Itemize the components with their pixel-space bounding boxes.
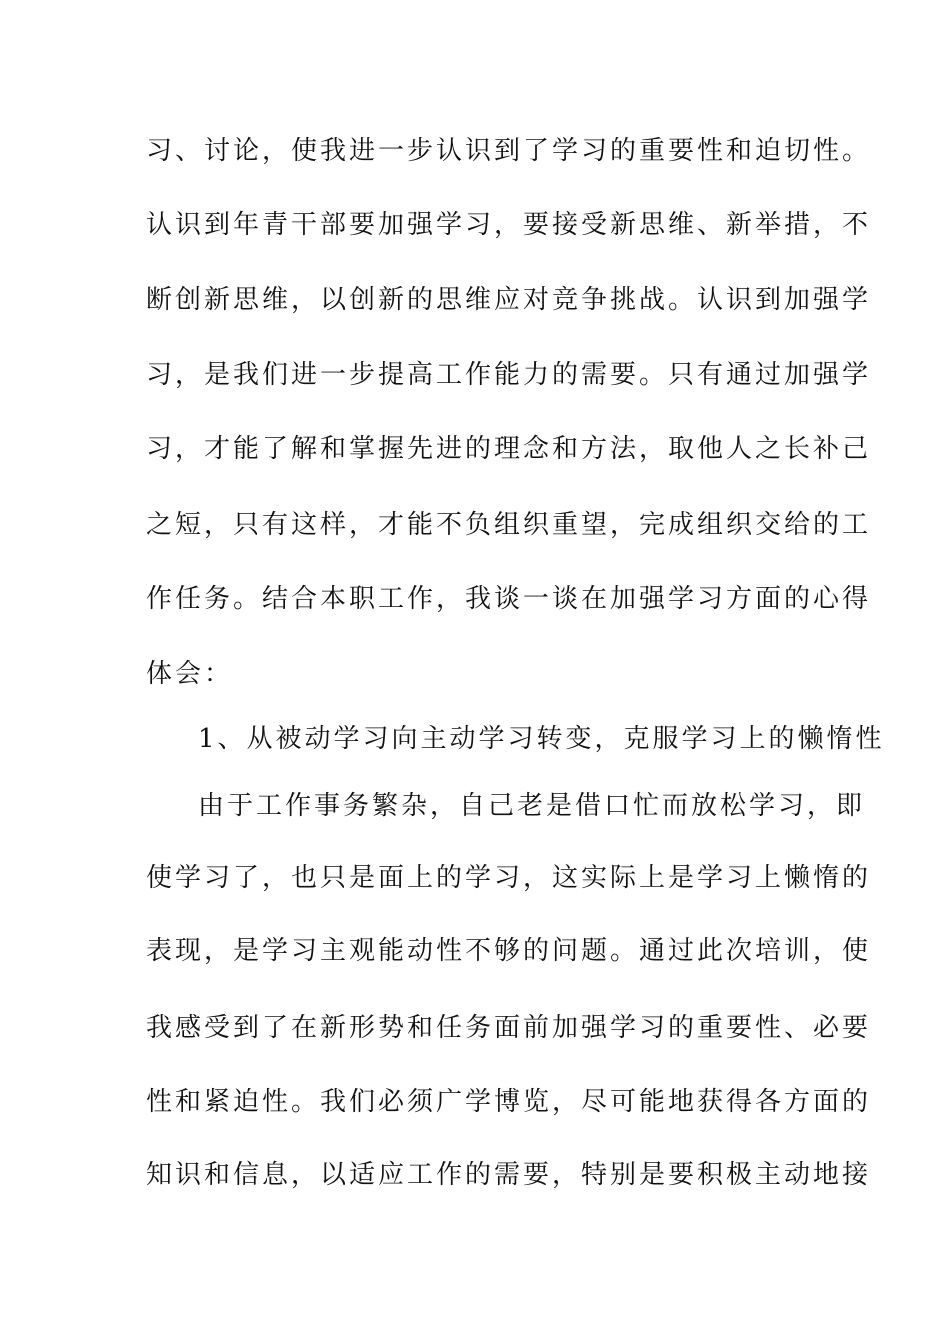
paragraph-first-line: 由于工作事务繁杂，自己老是借口忙而放松学习，即 <box>198 791 866 821</box>
text-line: 之短，只有这样，才能不负组织重望，完成组织交给的工 <box>146 510 872 540</box>
text-line: 性和紧迫性。我们必须广学博览，尽可能地获得各方面的 <box>146 1087 872 1117</box>
text-line: 知识和信息，以适应工作的需要，特别是要积极主动地接 <box>146 1160 872 1190</box>
section-heading: 1、从被动学习向主动学习转变，克服学习上的懒惰性 <box>198 724 885 754</box>
text-line: 习、讨论，使我进一步认识到了学习的重要性和迫切性。 <box>146 136 872 166</box>
text-line: 作任务。结合本职工作，我谈一谈在加强学习方面的心得 <box>146 584 872 614</box>
text-line: 体会： <box>146 659 234 689</box>
text-line: 表现，是学习主观能动性不够的问题。通过此次培训，使 <box>146 936 872 966</box>
text-line: 习，才能了解和掌握先进的理念和方法，取他人之长补己 <box>146 434 872 464</box>
text-line: 习，是我们进一步提高工作能力的需要。只有通过加强学 <box>146 360 872 390</box>
text-line: 使学习了，也只是面上的学习，这实际上是学习上懒惰的 <box>146 863 872 893</box>
text-line: 断创新思维，以创新的思维应对竞争挑战。认识到加强学 <box>146 285 872 315</box>
text-line: 认识到年青干部要加强学习，要接受新思维、新举措，不 <box>146 210 872 240</box>
text-line: 我感受到了在新形势和任务面前加强学习的重要性、必要 <box>146 1013 872 1043</box>
